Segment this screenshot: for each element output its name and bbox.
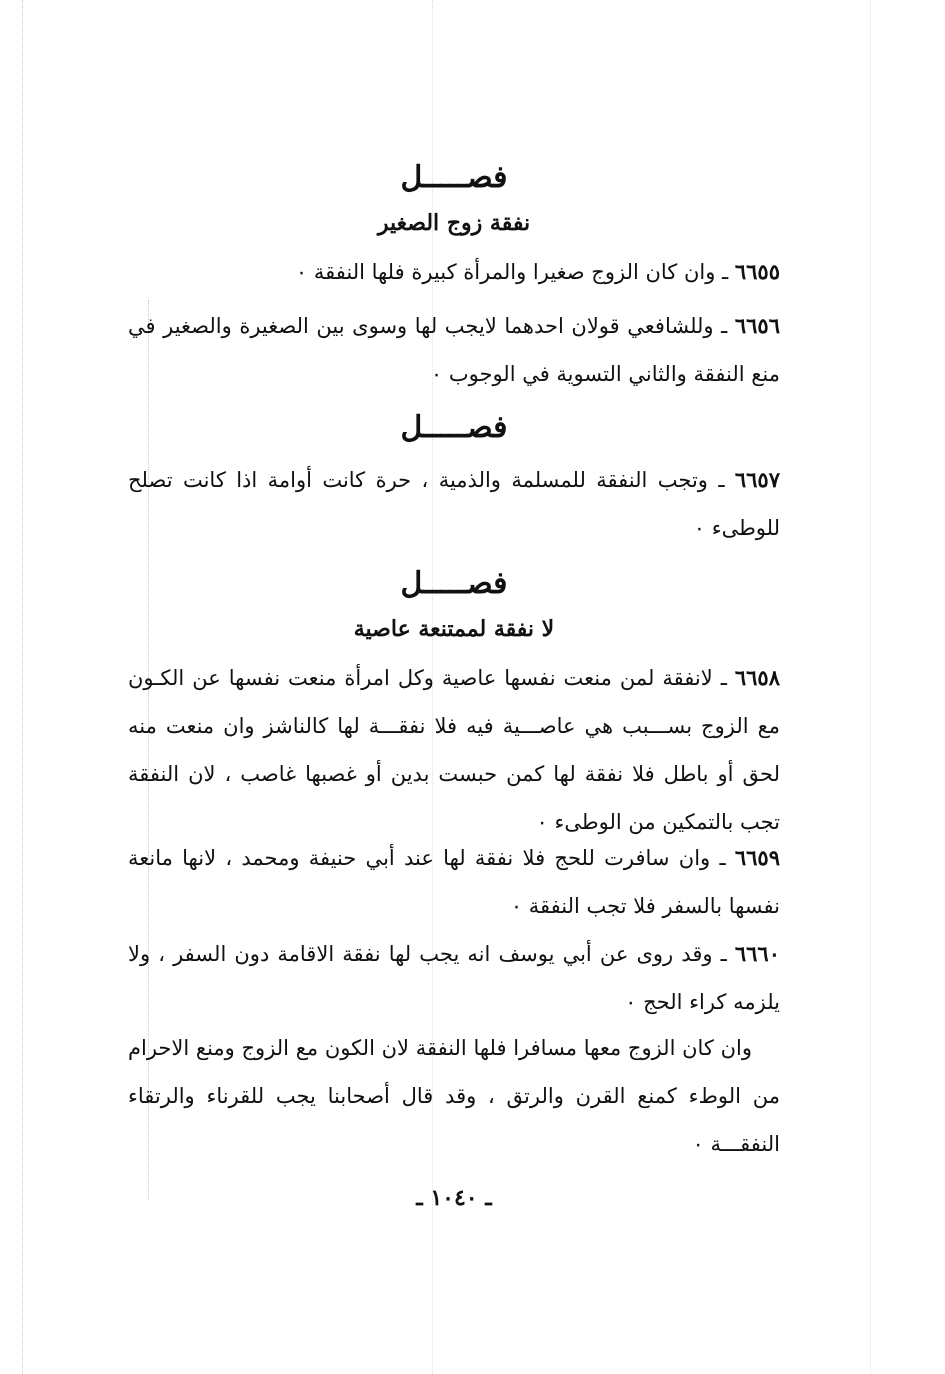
scan-guide-line [870, 0, 871, 1374]
section-title: لا نفقة لممتنعة عاصية [353, 616, 555, 642]
paragraph-number: ٦٦٥٥ [734, 259, 780, 284]
page-number: ـ ١٠٤٠ ـ [416, 1185, 492, 1211]
paragraph-6655 [128, 248, 780, 296]
section-heading: فصـــــل [400, 410, 508, 445]
paragraph-text: ـ وللشافعي قولان احدهما لايجب لها وسوى بين الصغيرة والصغير في منع النفقة والثاني التسوية في الوجوب ٠ [128, 314, 780, 386]
section-title: نفقة زوج الصغير [377, 210, 531, 236]
section-heading: فصـــــل [400, 160, 508, 195]
paragraph-number: ٦٦٥٩ [734, 845, 780, 870]
paragraph-number: ٦٦٥٨ [734, 665, 780, 690]
paragraph-6659 [128, 834, 780, 930]
scan-guide-line [22, 0, 23, 1374]
paragraph-6656 [128, 302, 780, 398]
paragraph-final [128, 1024, 780, 1168]
paragraph-6660 [128, 930, 780, 1026]
paragraph-text: ـ وتجب النفقة للمسلمة والذمية ، حرة كانت أوامة اذا كانت تصلح للوطىء ٠ [128, 468, 780, 540]
paragraph-text: ـ وان سافرت للحج فلا نفقة لها عند أبي حنيفة ومحمد ، لانها مانعة نفسها بالسفر فلا تجب النفقة ٠ [128, 846, 780, 918]
paragraph-6657 [128, 456, 780, 552]
paragraph-number: ٦٦٥٦ [734, 313, 780, 338]
paragraph-number: ٦٦٦٠ [734, 941, 780, 966]
paragraph-text: ـ وان كان الزوج صغيرا والمرأة كبيرة فلها النفقة ٠ [295, 260, 735, 284]
paragraph-6658 [128, 654, 780, 846]
paragraph-text: وان كان الزوج معها مسافرا فلها النفقة لان الكون مع الزوج ومنع الاحرام من الوطء كمنع القرن والرتق ، وقد قال أصحابنا يجب للقرناء والرتقاء النفقـــة ٠ [128, 1036, 780, 1156]
paragraph-text: ـ وقد روى عن أبي يوسف انه يجب لها نفقة الاقامة دون السفر ، ولا يلزمه كراء الحج ٠ [128, 942, 780, 1014]
paragraph-number: ٦٦٥٧ [734, 467, 780, 492]
section-heading: فصـــــل [400, 566, 508, 601]
paragraph-text: ـ لانفقة لمن منعت نفسها عاصية وكل امرأة منعت نفسها عن الكـون مع الزوج بســـبب هي عاصـــية فيه فلا نفقـــة لها كالناشز وان منعت منه لحق أو باطل فلا نفقة لها كمن حبست بدين أو غصبها غاصب ، لان النفقة تجب بالتمكين من الوطىء ٠ [128, 666, 780, 834]
